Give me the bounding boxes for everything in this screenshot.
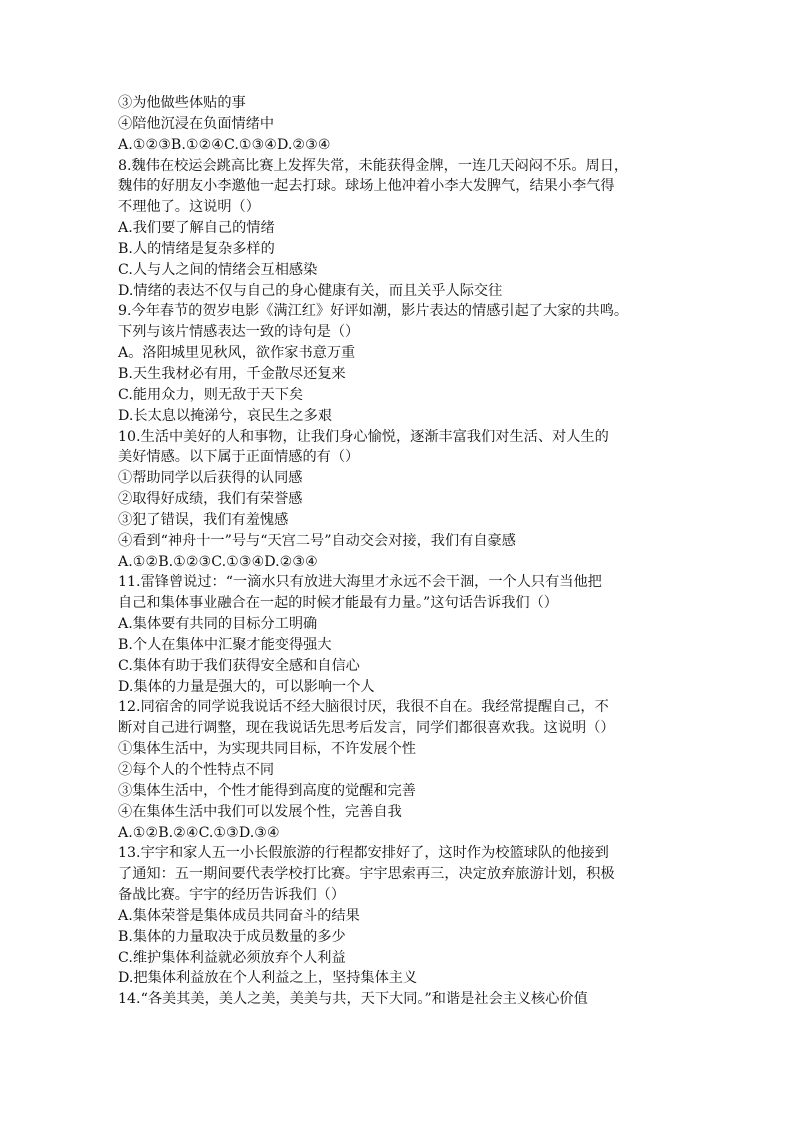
option-b: B.天生我材必有用，千金散尽还复来 bbox=[118, 365, 346, 382]
question-12-text: 断对自己进行调整，现在我说话先思考后发言，同学们都很喜欢我。这说明（） bbox=[118, 720, 615, 737]
option-a: A.集体要有共同的目标分工明确 bbox=[118, 616, 318, 633]
question-8-text: 不理他了。这说明（） bbox=[118, 199, 260, 216]
option-d: D.情绪的表达不仅与自己的身心健康有关，而且关乎人际交往 bbox=[118, 282, 503, 299]
question-11-text: 11.雷锋曾说过：“一滴水只有放进大海里才永远不会干涸，一个人只有当他把 bbox=[118, 574, 602, 591]
question-13-text: 了通知：五一期间要代表学校打比赛。宇宇思索再三，决定放弃旅游计划，积极 bbox=[118, 866, 615, 883]
statement-1: ①集体生活中，为实现共同目标，不许发展个性 bbox=[118, 741, 416, 758]
statement-4: ④看到“神舟十一”号与“天宫二号”自动交会对接，我们有自豪感 bbox=[118, 532, 516, 549]
statement-3: ③犯了错误，我们有羞愧感 bbox=[118, 511, 289, 528]
question-13-text: 备战比赛。宇宇的经历告诉我们（） bbox=[118, 887, 346, 904]
text-line: ④陪他沉浸在负面情绪中 bbox=[118, 115, 275, 132]
question-8-text: 魏伟的好朋友小李邀他一起去打球。球场上他冲着小李大发脾气，结果小李气得 bbox=[118, 178, 615, 195]
option-a: A.集体荣誉是集体成员共同奋斗的结果 bbox=[118, 907, 360, 924]
question-10-text: 美好情感。以下属于正面情感的有（） bbox=[118, 449, 360, 466]
option-c: C.集体有助于我们获得安全感和自信心 bbox=[118, 657, 360, 674]
question-12-text: 12.同宿舍的同学说我说话不经大脑很讨厌，我很不自在。我经常提醒自己，不 bbox=[118, 699, 609, 716]
option-d: D.集体的力量是强大的，可以影响一个人 bbox=[118, 678, 375, 695]
statement-2: ②取得好成绩，我们有荣誉感 bbox=[118, 491, 303, 508]
option-d: D.长太息以掩涕兮，哀民生之多艰 bbox=[118, 407, 333, 424]
option-c: C.能用众力，则无敌于天下矣 bbox=[118, 386, 304, 403]
option-b: B.集体的力量取决于成员数量的多少 bbox=[118, 928, 346, 945]
option-d: D.把集体利益放在个人利益之上，坚持集体主义 bbox=[118, 970, 418, 987]
option-c: C.人与人之间的情绪会互相感染 bbox=[118, 261, 318, 278]
statement-2: ②每个人的个性特点不同 bbox=[118, 762, 275, 778]
answer-options-line: A.①②③B.①②④C.①③④D.②③④ bbox=[118, 136, 331, 153]
question-9-text: 9.今年春节的贺岁电影《满江红》好评如潮，影片表达的情感引起了大家的共鸣。 bbox=[118, 303, 629, 320]
answer-options-line: A.①②B.①②③C.①③④D.②③④ bbox=[118, 553, 318, 570]
option-a: A.我们要了解自己的情绪 bbox=[118, 220, 275, 237]
answer-options-line: A.①②B.②④C.①③D.③④ bbox=[118, 824, 280, 841]
question-10-text: 10.生活中美好的人和事物，让我们身心愉悦，逐渐丰富我们对生活、对人生的 bbox=[118, 428, 609, 445]
option-a: A。洛阳城里见秋风，欲作家书意万重 bbox=[118, 345, 356, 362]
question-8-text: 8.魏伟在校运会跳高比赛上发挥失常，未能获得金牌，一连几天闷闷不乐。周日， bbox=[118, 157, 629, 174]
question-13-text: 13.宇宇和家人五一小长假旅游的行程都安排好了，这时作为校篮球队的他接到 bbox=[118, 845, 609, 862]
statement-1: ①帮助同学以后获得的认同感 bbox=[118, 470, 303, 487]
document-body bbox=[118, 93, 688, 1010]
text-line: ③为他做些体贴的事 bbox=[118, 95, 246, 111]
question-9-text: 下列与该片情感表达一致的诗句是（） bbox=[118, 324, 360, 341]
statement-3: ③集体生活中，个性才能得到高度的觉醒和完善 bbox=[118, 782, 416, 799]
question-11-text: 自己和集体事业融合在一起的时候才能最有力量。”这句话告诉我们（） bbox=[118, 595, 558, 612]
option-b: B.个人在集体中汇聚才能变得强大 bbox=[118, 636, 332, 653]
question-14-text: 14.“各美其美，美人之美，美美与共，天下大同。”和谐是社会主义核心价值 bbox=[118, 991, 588, 1008]
statement-4: ④在集体生活中我们可以发展个性，完善自我 bbox=[118, 803, 402, 820]
option-b: B.人的情绪是复杂多样的 bbox=[118, 240, 275, 257]
option-c: C.维护集体利益就必须放弃个人利益 bbox=[118, 949, 346, 966]
